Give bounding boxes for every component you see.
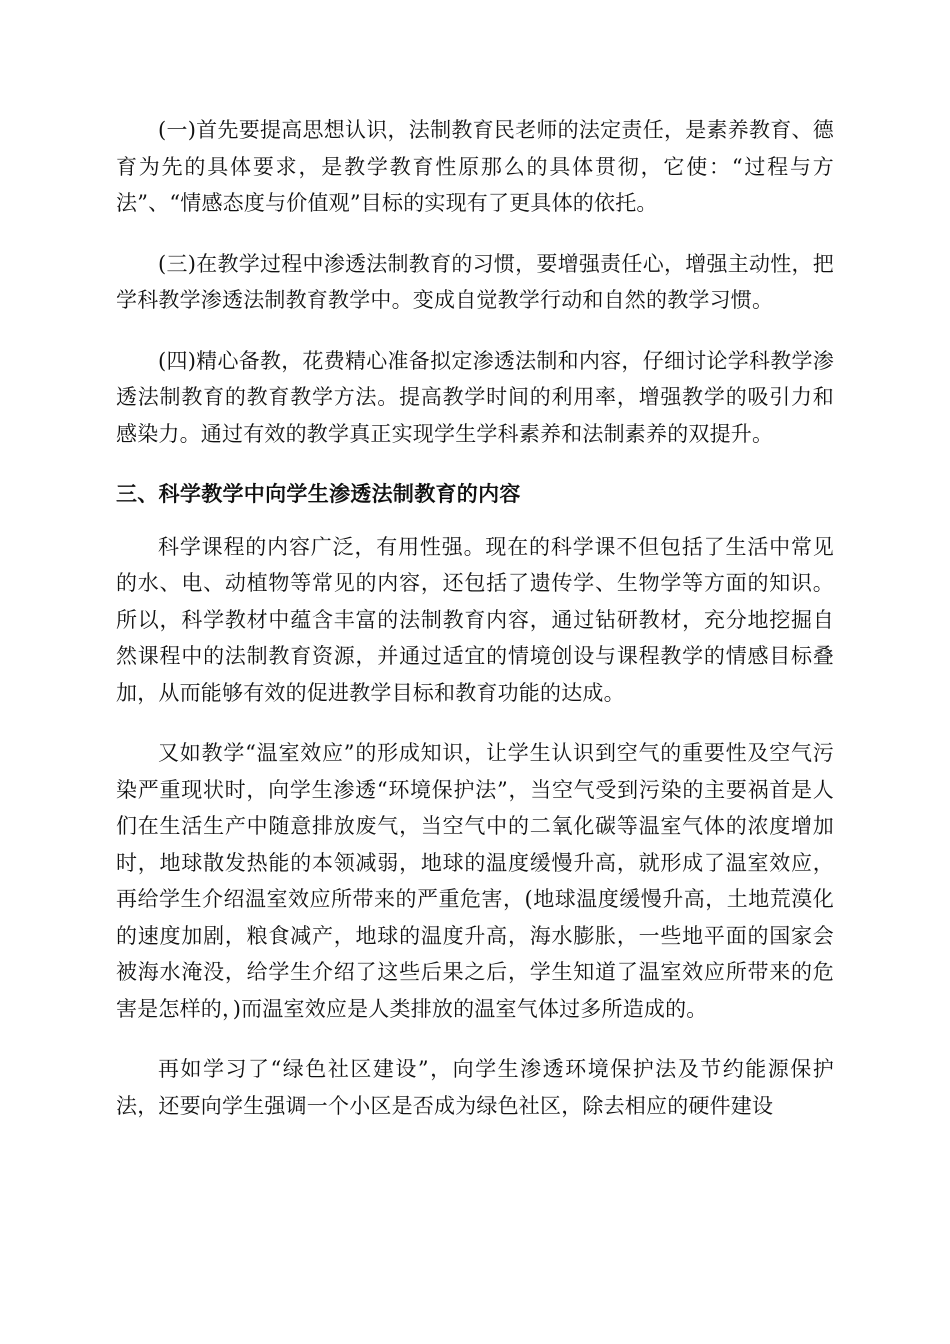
paragraph-3: (三)在教学过程中渗透法制教育的习惯，要增强责任心，增强主动性，把学科教学渗透法制教育教学中。变成自觉教学行动和自然的教学习惯。: [116, 251, 834, 312]
section-heading: 三、科学教学中向学生渗透法制教育的内容: [116, 482, 521, 506]
section-paragraph-1: 科学课程的内容广泛，有用性强。现在的科学课不但包括了生活中常见的水、电、动植物等常见的内容，还包括了遗传学、生物学等方面的知识。所以，科学教材中蕴含丰富的法制教育内容，通过钻研教材，充分地挖掘自然课程中的法制教育资源，并通过适宜的情境创设与课程教学的情感目标叠加，从而能够有效的促进教学目标和教育功能的达成。: [116, 534, 834, 705]
paragraph-4: (四)精心备教，花费精心准备拟定渗透法制和内容，仔细讨论学科教学渗透法制教育的教育教学方法。提高教学时间的利用率，增强教学的吸引力和感染力。通过有效的教学真正实现学生学科素养和法制素养的双提升。: [116, 348, 834, 446]
paragraph-1: (一)首先要提高思想认识，法制教育民老师的法定责任，是素养教育、德育为先的具体要求，是教学教育性原那么的具体贯彻，它使：“过程与方法”、“情感态度与价值观”目标的实现有了更具体的依托。: [116, 118, 834, 215]
section-paragraph-3: 再如学习了“绿色社区建设”，向学生渗透环境保护法及节约能源保护法，还要向学生强调一个小区是否成为绿色社区，除去相应的硬件建设: [116, 1057, 834, 1118]
section-paragraph-2: 又如教学“温室效应”的形成知识，让学生认识到空气的重要性及空气污染严重现状时，向学生渗透“环境保护法”，当空气受到污染的主要祸首是人们在生活生产中随意排放废气，当空气中的二氧化碳等温室气体的浓度增加时，地球散发热能的本领减弱，地球的温度缓慢升高，就形成了温室效应，再给学生介绍温室效应所带来的严重危害，(地球温度缓慢升高，土地荒漠化的速度加剧，粮食减产，地球的温度升高，海水膨胀，一些地平面的国家会被海水淹没，给学生介绍了这些后果之后，学生知道了温室效应所带来的危害是怎样的，)而温室效应是人类排放的温室气体过多所造成的。: [116, 741, 834, 1021]
